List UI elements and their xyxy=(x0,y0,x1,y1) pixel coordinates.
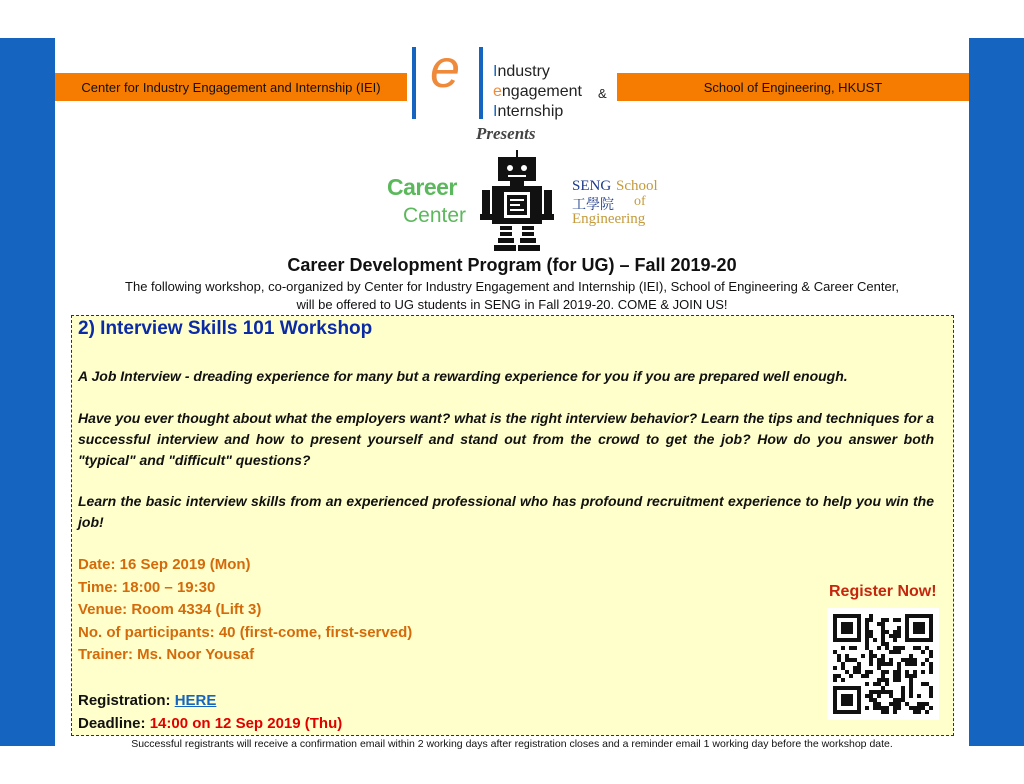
deadline-label: Deadline: xyxy=(78,715,146,732)
left-blue-sidebar xyxy=(0,38,55,746)
qr-code-icon xyxy=(827,608,939,720)
logo-left-rule xyxy=(412,47,416,119)
header-left-text: Center for Industry Engagement and Internship (IEI) xyxy=(81,79,381,95)
registration-label: Registration: xyxy=(78,692,171,709)
logo-e-letter: e xyxy=(430,39,461,99)
workshop-trainer: Trainer: Ms. Noor Yousaf xyxy=(78,646,255,663)
career-center-logo: Career Center xyxy=(387,174,467,227)
deadline-value: 14:00 on 12 Sep 2019 (Thu) xyxy=(149,715,343,732)
program-title: Career Development Program (for UG) – Fall 2019-20 xyxy=(287,255,737,275)
registration-link[interactable]: HERE xyxy=(174,692,217,709)
workshop-para-1: A Job Interview - dreading experience for many but a rewarding experience for you if you are prepared well enough. xyxy=(78,368,848,384)
workshop-title: 2) Interview Skills 101 Workshop xyxy=(78,318,373,339)
presents-text: Presents xyxy=(476,124,536,143)
workshop-para-3: Learn the basic interview skills from an experienced professional who has profound recruitment experience to help you win the job! xyxy=(78,493,934,530)
register-now-text: Register Now! xyxy=(829,583,937,600)
logo-ampersand: & xyxy=(598,86,607,101)
registration-qr-code[interactable] xyxy=(827,608,939,720)
intro-line-2: will be offered to UG students in SENG in Fall 2019-20. COME & JOIN US! xyxy=(296,297,728,312)
header-right-bar xyxy=(617,73,969,101)
seng-logo: SENG 工學院 School of Engineering xyxy=(572,178,658,227)
logo-wordmark: Industry engagement Internship xyxy=(493,63,582,120)
workshop-date: Date: 16 Sep 2019 (Mon) xyxy=(78,556,251,573)
registration-row xyxy=(78,692,216,709)
workshop-participants: No. of participants: 40 (first-come, first-served) xyxy=(78,624,413,641)
right-blue-sidebar xyxy=(969,38,1024,746)
workshop-para-2: Have you ever thought about what the employers want? what is the right interview behavior? Learn the tips and techniques for a successful interview and how to present yourself and stand out from the crowd to get the job? How do you answer both "typical" and "difficult" questions? xyxy=(78,410,934,468)
deadline-row xyxy=(78,715,342,732)
header-right-text: School of Engineering, HKUST xyxy=(703,79,883,95)
workshop-venue: Venue: Room 4334 (Lift 3) xyxy=(78,601,262,618)
workshop-time: Time: 18:00 – 19:30 xyxy=(78,579,216,596)
robot-icon xyxy=(480,150,554,254)
logo-right-rule xyxy=(479,47,483,119)
program-intro xyxy=(60,278,964,314)
footnote: Successful registrants will receive a confirmation email within 2 working days after registration closes and a reminder email 1 working day before the workshop date. xyxy=(131,738,893,750)
header-left-bar xyxy=(55,73,407,101)
iei-logo xyxy=(410,39,620,120)
intro-line-1: The following workshop, co-organized by Center for Industry Engagement and Internship (IEI), School of Engineering & Career Center, xyxy=(125,279,899,294)
